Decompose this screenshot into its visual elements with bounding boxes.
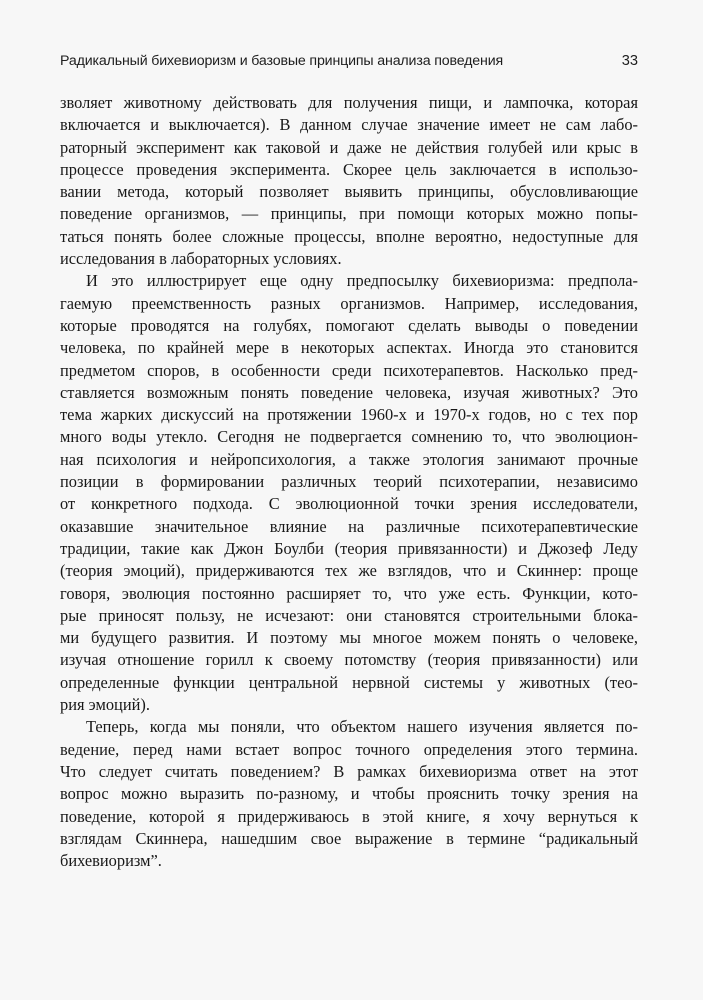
text-line: говоря, эволюция постоянно расширяет то, что уже есть. Функции, кото- [60,583,638,603]
text-line: рия эмоций). [60,695,150,715]
text-line: ставляется возможным понять поведение человека, изучая животных? Это [60,382,638,402]
text-line: определенные функции центральной нервной системы у животных (тео- [60,672,638,692]
running-title: Радикальный бихевиоризм и базовые принципы анализа поведения [60,53,504,69]
text-line: И это иллюстрирует еще одну предпосылку бихевиоризма: предпола- [86,271,638,291]
text-line: поведение, которой я придерживаюсь в этой книге, я хочу вернуться к [60,806,638,826]
text-line: зволяет животному действовать для получения пищи, и лампочка, которая [60,93,638,112]
text-line: ная психология и нейропсихология, а также этология занимают прочные [60,449,638,469]
paragraph-1 [60,92,638,270]
text-line: оказавшие значительное влияние на различные психотерапевтические [60,516,638,536]
paragraph-3 [60,716,638,872]
text-line: включается и выключается). В данном случае значение имеет не сам лабо- [60,115,638,135]
text-line: Что следует считать поведением? В рамках бихевиоризма ответ на этот [60,761,638,781]
text-line: позиции в формировании различных теорий психотерапии, независимо [60,472,638,492]
text-line: (теория эмоций), придерживаются тех же взглядов, что и Скиннер: проще [60,561,638,581]
text-line: раторный эксперимент как таковой и даже не действия голубей или крыс в [60,137,638,157]
text-line: таться понять более сложные процессы, вполне вероятно, недоступные для [60,226,638,246]
paragraph-2 [60,270,638,716]
running-header [60,53,638,75]
text-line: много воды утекло. Сегодня не подвергается сомнению то, что эволюцион- [60,427,638,447]
text-line: ведение, перед нами встает вопрос точного определения этого термина. [60,739,638,759]
text-line: рые приносят пользу, не исчезают: они становятся строительными блока- [60,605,638,625]
text-line: традиции, такие как Джон Боулби (теория привязанности) и Джозеф Леду [60,538,638,558]
text-line: которые проводятся на голубях, помогают сделать выводы о поведении [60,315,638,335]
text-line: вании метода, который позволяет выявить принципы, обусловливающие [60,182,638,202]
text-line: от конкретного подхода. С эволюционной точки зрения исследователи, [60,494,638,514]
text-line: процессе проведения эксперимента. Скорее цель заключается в использо- [60,159,638,179]
page-number: 33 [621,53,638,69]
text-line: ми будущего развития. И поэтому мы многое можем понять о человеке, [60,628,638,648]
text-line: вопрос можно выразить по-разному, и чтобы прояснить точку зрения на [60,784,638,804]
text-line: изучая отношение горилл к своему потомству (теория привязанности) или [60,650,638,670]
text-line: тема жарких дискуссий на протяжении 1960-х и 1970-х годов, но с тех пор [60,405,638,425]
text-line: предметом споров, в особенности среди психотерапевтов. Насколько пред- [60,360,638,380]
text-line: человека, по крайней мере в некоторых аспектах. Иногда это становится [60,338,638,358]
text-line: бихевиоризм”. [60,851,162,871]
text-line: взглядам Скиннера, нашедшим свое выражение в термине “радикальный [60,828,638,848]
text-line: исследования в лабораторных условиях. [60,249,342,269]
text-line: Теперь, когда мы поняли, что объектом нашего изучения является по- [86,717,638,737]
text-line: гаемую преемственность разных организмов. Например, исследования, [60,293,638,313]
body-text [60,92,638,872]
text-line: поведение организмов, — принципы, при помощи которых можно попы- [60,204,638,224]
